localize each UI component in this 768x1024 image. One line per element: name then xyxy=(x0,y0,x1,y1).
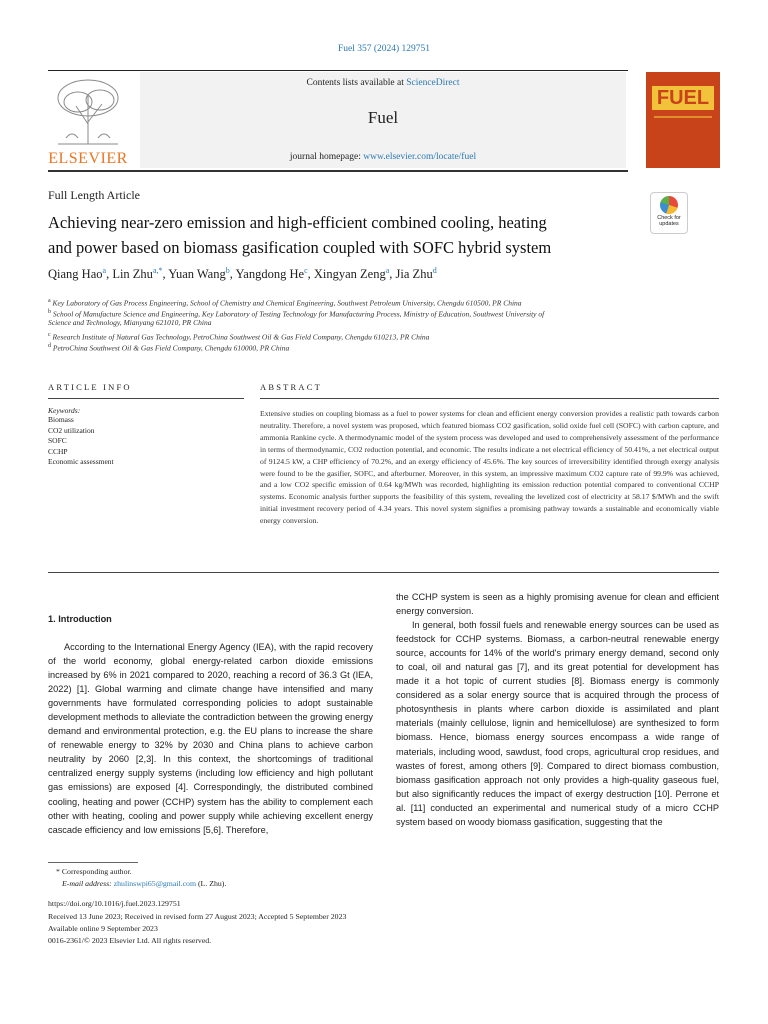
contents-prefix: Contents lists available at xyxy=(306,78,407,88)
author-affil-sup[interactable]: c xyxy=(304,266,308,275)
keyword[interactable]: Biomass xyxy=(48,415,74,424)
email-link[interactable]: zhulinswpi65@gmail.com xyxy=(113,879,197,888)
title-line-2: and power based on biomass gasification coupled with SOFC hybrid system xyxy=(48,238,552,257)
cover-rule xyxy=(654,116,712,118)
paragraph: the CCHP system is seen as a highly promising avenue for clean and efficient energy conversion. xyxy=(396,592,719,617)
abstract-rule xyxy=(260,398,719,399)
author[interactable]: Yuan Wang$^b$, xyxy=(168,266,236,282)
copyright: 0016-2361/© 2023 Elsevier Ltd. All rights reserved. xyxy=(48,936,212,945)
footnote-rule xyxy=(48,862,138,863)
author[interactable]: Jia Zhu$^d$ xyxy=(395,266,437,282)
sciencedirect-link[interactable]: ScienceDirect xyxy=(406,78,460,88)
author[interactable]: Yangdong He$^c$, xyxy=(235,266,314,282)
author-affil-sup[interactable]: a,* xyxy=(152,266,163,275)
cover-title: FUEL xyxy=(652,86,714,110)
affiliation: $^d$ PetroChina Southwest Oil & Gas Field Company, Chengdu 610000, PR China xyxy=(48,343,290,353)
badge-line-1: Check for xyxy=(657,215,681,221)
received-dates: Received 13 June 2023; Received in revised form 27 August 2023; Accepted 5 September 2023 xyxy=(48,912,347,921)
author-affil-sup[interactable]: a xyxy=(385,266,390,275)
check-for-updates-button[interactable] xyxy=(650,192,688,234)
journal-cover-image[interactable] xyxy=(646,72,720,168)
doi-link[interactable]: https://doi.org/10.1016/j.fuel.2023.129751 xyxy=(48,899,181,908)
header-bottom-rule xyxy=(48,170,628,172)
article-title xyxy=(48,210,638,260)
article-type: Full Length Article xyxy=(48,188,140,202)
publisher-name: ELSEVIER xyxy=(48,150,128,167)
keywords-block xyxy=(48,406,244,468)
left-column xyxy=(48,640,373,837)
keywords-label: Keywords: xyxy=(48,406,81,415)
email-label: E-mail address: xyxy=(62,879,114,888)
author-affil-sup[interactable]: a xyxy=(102,266,107,275)
journal-name: Fuel xyxy=(367,108,399,127)
affiliation: $^a$ Key Laboratory of Gas Process Engineering, School of Chemistry and Chemical Engineering, Southwest Petroleum University, Chengdu 610500, PR China xyxy=(48,298,522,308)
paragraph: According to the International Energy Agency (IEA), with the rapid recovery of the world economy, global energy-related carbon dioxide emissions increased by 6% in 2021 compared to 2020, reaching a record of 36.3 Gt (IEA, 2022) [1]. Global warming and climate change have intensified and many governments have formulated corresponding policies to adopt sustainable development methods to alleviate the contradiction between the growing energy demand and environmental protection, e.g. the EU plans to increase the share of renewable energy to 32% by 2030 and China plans to achieve carbon neutrality by 2060 [2,3]. In this context, the shortcomings of traditional centralized energy supply systems (including low efficiency and high pollutant gas emissions) are exposed [4]. Correspondingly, the distributed combined cooling, heating and power (CCHP) system has the ability to complement each other with heating, cooling and power supply while achieving excellent energy cascade efficiency and low emissions [5,6]. Therefore, xyxy=(48,642,373,835)
journal-citation[interactable]: Fuel 357 (2024) 129751 xyxy=(337,44,431,54)
email-line xyxy=(62,878,226,890)
affiliation: $^c$ Research Institute of Natural Gas Technology, PetroChina Southwest Oil & Gas Field Company, Chengdu 610213, PR China xyxy=(48,332,430,342)
author[interactable]: Xingyan Zeng$^a$, xyxy=(313,266,396,282)
title-line-1: Achieving near-zero emission and high-efficient combined cooling, heating xyxy=(48,213,547,232)
header-top-rule xyxy=(48,70,628,71)
keyword[interactable]: CO2 utilization xyxy=(48,425,95,435)
elsevier-tree-icon xyxy=(48,76,128,146)
right-column xyxy=(396,590,719,829)
affiliation: $^b$ School of Manufacture Science and Engineering, Key Laboratory of Testing Technology for Manufacturing Process, Ministry of Education, Southwest University of xyxy=(48,309,545,319)
author-affil-sup[interactable]: b xyxy=(225,266,230,275)
corresponding-author-note: * Corresponding author. xyxy=(56,867,132,876)
journal-header xyxy=(140,72,626,168)
badge-line-2: updates xyxy=(659,221,679,227)
abstract-end-rule xyxy=(48,572,719,573)
homepage-prefix: journal homepage: xyxy=(289,152,364,162)
abstract-heading: ABSTRACT xyxy=(260,382,322,392)
keyword[interactable]: SOFC xyxy=(48,436,67,445)
abstract-text: Extensive studies on coupling biomass as a fuel to power systems for clean and efficient energy conversion provides a realistic path towards carbon neutrality. Therefore, a novel system was proposed, which featured biomass CO2 gasification, solid oxide fuel cell (SOFC) with carbon capture, and ammonia Rankine cycle. A thermodynamic model of the system process was developed and used to comprehensively assessment of the performance in terms of thermodynamic, CO2 reduction potential, and economic. The results indicate a net electrical efficiency of 50.41%, a net electrical output of 9124.5 kW, a CHP efficiency of 70.2%, and an exergy efficiency of 45.6%. The key sources of irreversibility identified through exergy analysis were found to be the gasifier, SOFC, and afterburner. Moreover, in this system, an impressive maximum CO2 capture rate of 99.9% was achieved, and a low CO2 specific emission of 0.64 kg/MWh was recorded, highlighting its emission reduction potential compared to conventional CCHP systems. Economic analysis further supports the feasibility of this system, revealing the levelized cost of electricity at 58.17 $/MWh and the swift initial investment recovery period of 4.34 years. This novel system signifies a promising pathway towards a sustainable and economically viable energy conversion. xyxy=(260,409,719,526)
paragraph: In general, both fossil fuels and renewable energy sources can be used as feedstock for CCHP systems. Biomass, a carbon-neutral renewable energy source, accounts for 14% of the world's primary energy demand, second only to coal, oil and natural gas [7], and its great potential for development has made it a hot topic of current studies [8]. Biomass energy is commonly considered as a solar energy source that is acquired through the process of photosynthesis in plants where carbon dioxide is assimilated and plant materials (mainly cellulose, lignin and hemicellulose) are synthesized to form biomass. Hence, biomass energy sources encompass a wide range of materials, including wood, sawdust, food crops, agricultural crop residues, and wastes of forest, among others [9]. Compared to direct biomass combustion, biomass gasification approach not only provides a high-quality gaseous fuel, but also significantly reduces the impact of exergy destruction [10]. Perrone et al. [11] conducted an experimental and numerical study of a micro CCHP system based on woody biomass gasification, suggesting that the xyxy=(396,620,719,827)
online-date: Available online 9 September 2023 xyxy=(48,924,158,933)
affiliation: Science and Technology, Mianyang 621010, PR China xyxy=(48,318,212,327)
email-suffix: (L. Zhu). xyxy=(196,879,227,888)
contents-line xyxy=(140,78,626,88)
keyword[interactable]: CCHP xyxy=(48,446,68,456)
homepage-link[interactable]: www.elsevier.com/locate/fuel xyxy=(363,152,477,162)
homepage-line xyxy=(140,152,626,162)
author[interactable]: Qiang Hao$^a$, xyxy=(48,266,113,282)
elsevier-logo xyxy=(48,76,128,166)
author-affil-sup[interactable]: d xyxy=(432,266,437,275)
author[interactable]: Lin Zhu$^{a,*}$, xyxy=(112,266,169,282)
crossmark-icon xyxy=(660,196,678,214)
section-heading-introduction: 1. Introduction xyxy=(48,614,112,624)
author-list xyxy=(48,266,437,282)
article-info-heading: ARTICLE INFO xyxy=(48,382,132,392)
keyword[interactable]: Economic assessment xyxy=(48,457,114,466)
info-rule xyxy=(48,398,244,399)
